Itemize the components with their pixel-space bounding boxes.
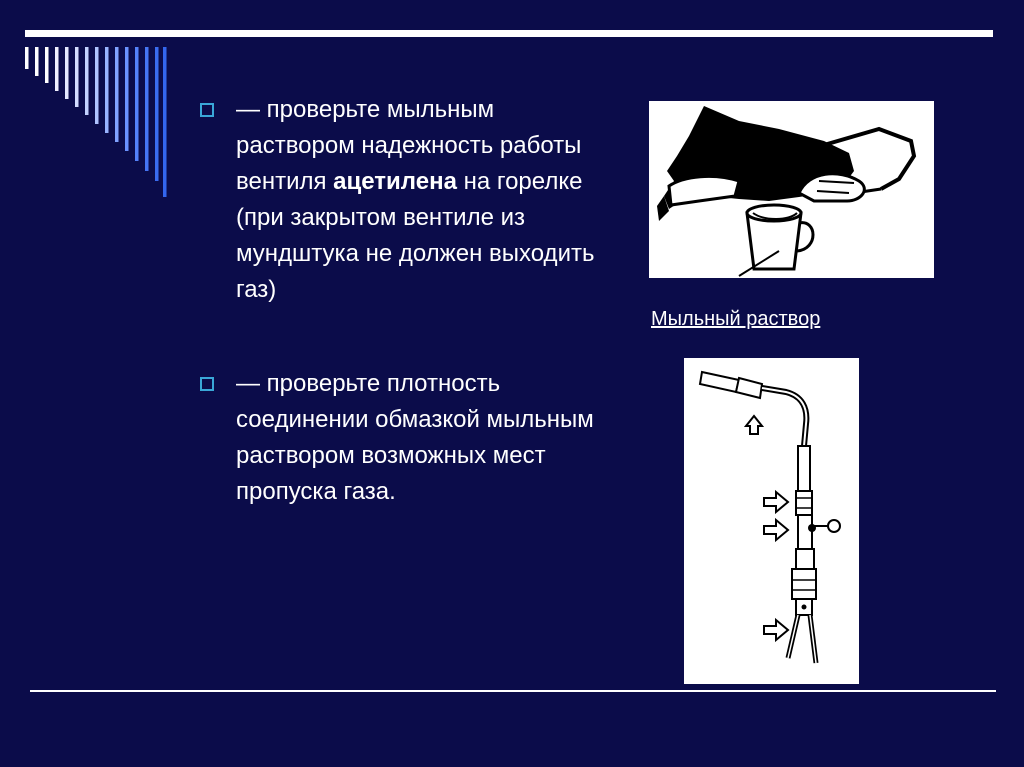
bullet-1-text-prefix: — проверьте мыльным раствором надежность работы вентиля [236, 96, 582, 195]
torch-illustration [684, 358, 859, 684]
bullet-list [200, 92, 600, 510]
bullet-1-text-suffix: на горелке (при закрытом вентиле из мундштука не должен выходить газ) [236, 168, 595, 303]
bullet-1-text-bold: ацетилена [333, 168, 457, 195]
image-caption: Мыльный раствор [651, 308, 821, 330]
decorative-stripes [25, 47, 175, 207]
soap-solution-illustration [649, 101, 934, 278]
square-bullet-icon [200, 377, 214, 391]
top-rule [25, 30, 993, 37]
bullet-item-1 [200, 92, 600, 308]
bottom-rule [30, 690, 996, 692]
square-bullet-icon [200, 103, 214, 117]
bullet-item-2 [200, 366, 600, 510]
bullet-2-text: — проверьте плотность соединении обмазкой мыльным раствором возможных мест пропуска газа. [236, 370, 594, 505]
